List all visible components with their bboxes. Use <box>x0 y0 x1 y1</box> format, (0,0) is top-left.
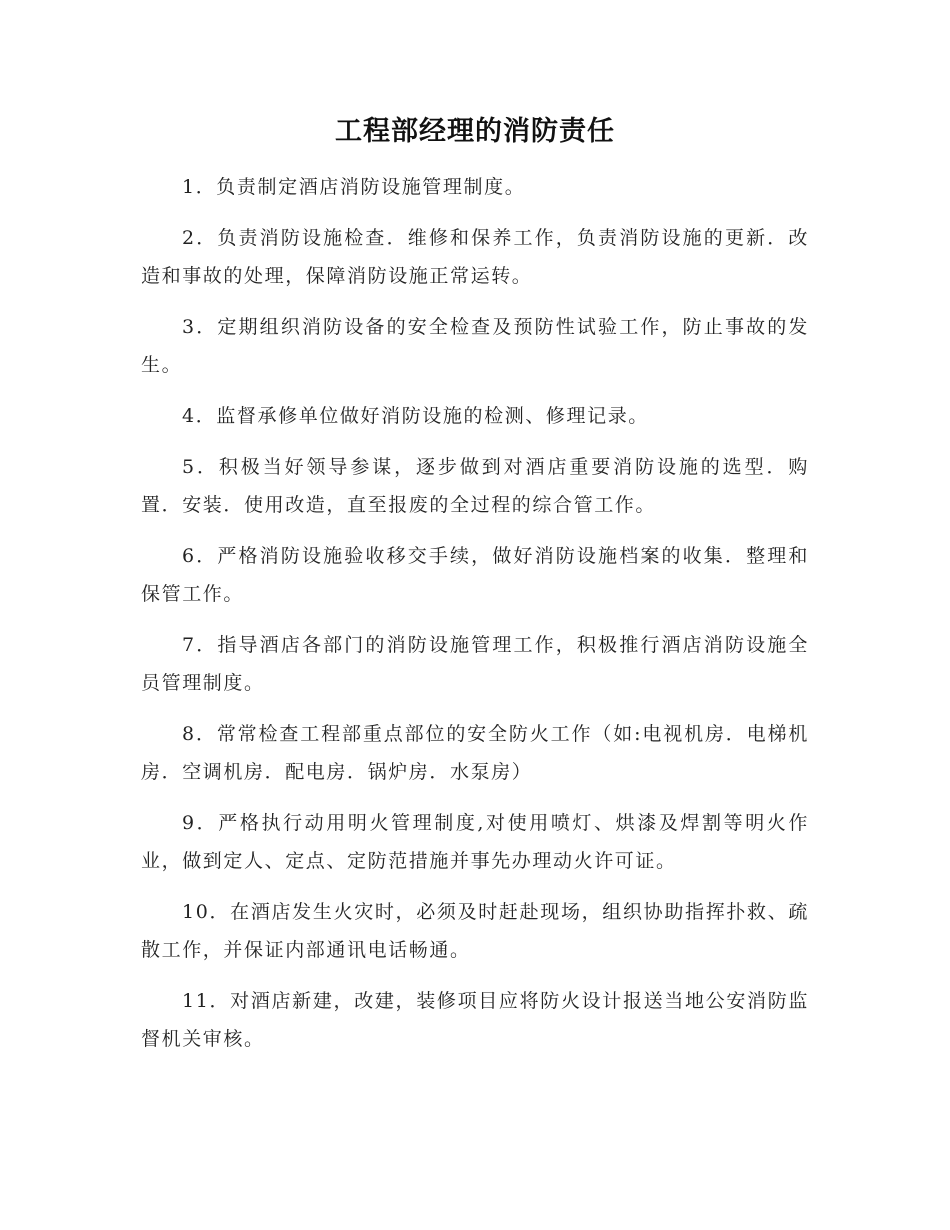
list-item: 3．定期组织消防设备的安全检查及预防性试验工作，防止事故的发生。 <box>141 316 809 376</box>
list-item: 7．指导酒店各部门的消防设施管理工作，积极推行酒店消防设施全员管理制度。 <box>141 634 809 694</box>
list-item: 10．在酒店发生火灾时，必须及时赶赴现场，组织协助指挥扑救、疏散工作，并保证内部通讯电话畅通。 <box>141 901 809 961</box>
list-item: 6．严格消防设施验收移交手续，做好消防设施档案的收集．整理和保管工作。 <box>141 545 809 605</box>
list-item: 2．负责消防设施检查．维修和保养工作，负责消防设施的更新．改造和事故的处理，保障消防设施正常运转。 <box>141 227 809 287</box>
responsibility-list <box>141 168 809 1071</box>
list-item: 11．对酒店新建，改建，装修项目应将防火设计报送当地公安消防监督机关审核。 <box>141 990 809 1050</box>
list-item: 5．积极当好领导参谋，逐步做到对酒店重要消防设施的选型．购置．安装．使用改造，直至报废的全过程的综合管工作。 <box>141 456 809 516</box>
list-item: 1．负责制定酒店消防设施管理制度。 <box>182 176 526 198</box>
list-item: 9．严格执行动用明火管理制度,对使用喷灯、烘漆及焊割等明火作业，做到定人、定点、定防范措施并事先办理动火许可证。 <box>141 812 809 872</box>
list-item: 8．常常检查工程部重点部位的安全防火工作（如:电视机房．电梯机房．空调机房．配电房．锅炉房．水泵房） <box>141 723 809 783</box>
list-item: 4．监督承修单位做好消防设施的检测、修理记录。 <box>182 405 649 427</box>
document-title: 工程部经理的消防责任 <box>335 116 615 147</box>
